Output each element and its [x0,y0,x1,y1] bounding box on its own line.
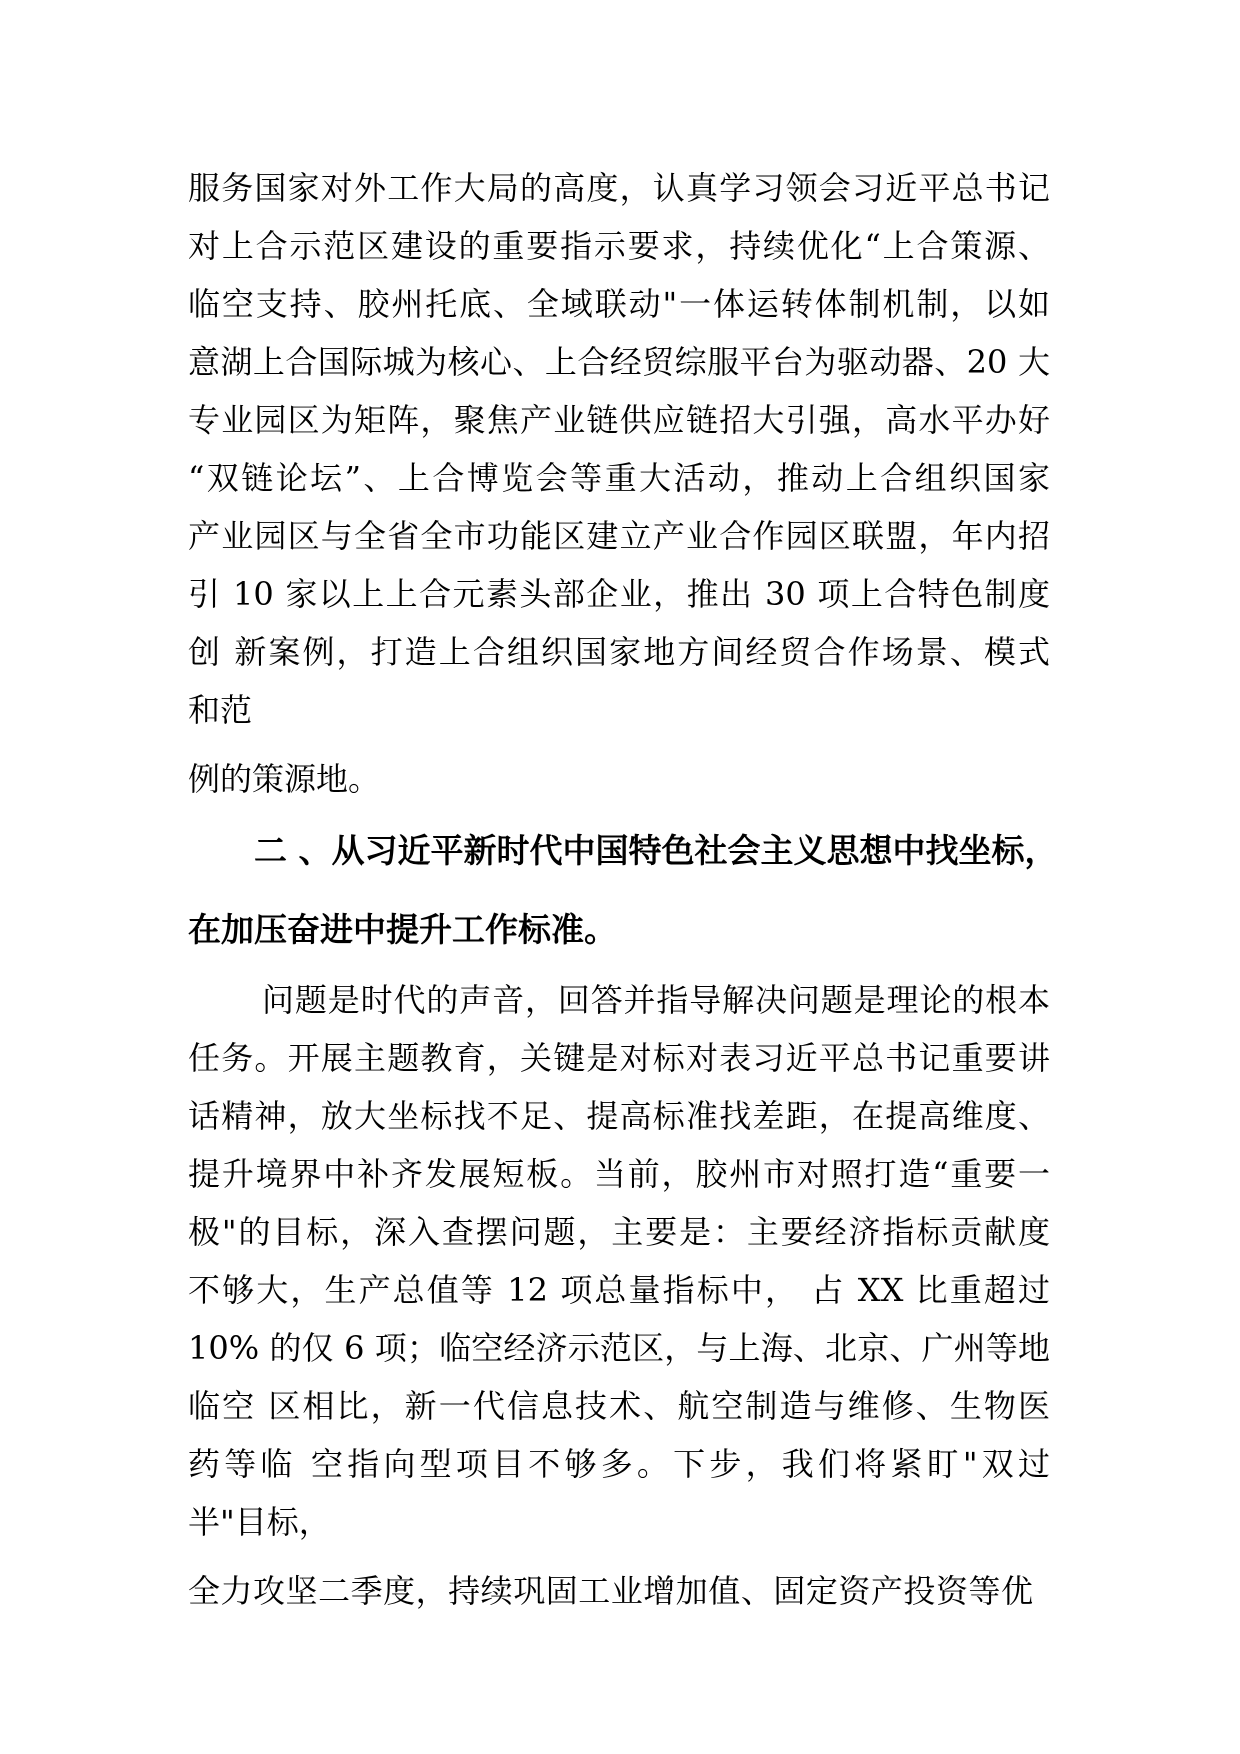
section-heading: 二 、从习近平新时代中国特色社会主义思想中找坐标， [254,831,1058,870]
paragraph-line: 任务。开展主题教育，关键是对标对表习近平总书记重要讲 [188,1039,1050,1077]
paragraph-line: 半"目标， [188,1503,331,1541]
paragraph-line: 药等临 空指向型项目不够多。下步，我们将紧盯"双过 [188,1445,1050,1483]
paragraph-line: 和范 [188,691,253,729]
paragraph-line: 不够大，生产总值等 12 项总量指标中， 占 XX 比重超过 [188,1271,1050,1309]
paragraph-line: 提升境界中补齐发展短板。当前，胶州市对照打造“重要一 [188,1155,1050,1193]
paragraph-line: 全力攻坚二季度，持续巩固工业增加值、固定资产投资等优 [188,1572,1033,1610]
paragraph-line: 创 新案例，打造上合组织国家地方间经贸合作场景、模式 [188,633,1050,671]
paragraph-line: 产业园区与全省全市功能区建立产业合作园区联盟，年内招 [188,517,1050,555]
paragraph-first-line: 问题是时代的声音，回答并指导解决问题是理论的根本 [262,981,1050,1019]
section-heading-continuation: 在加压奋进中提升工作标准。 [188,910,617,949]
paragraph-line: 引 10 家以上上合元素头部企业，推出 30 项上合特色制度 [188,575,1050,613]
paragraph-line: 话精神，放大坐标找不足、提高标准找差距，在提高维度、 [188,1097,1050,1135]
paragraph-line: 极"的目标，深入查摆问题，主要是：主要经济指标贡献度 [188,1213,1050,1251]
paragraph-line: 意湖上合国际城为核心、上合经贸综服平台为驱动器、20 大 [188,343,1050,381]
paragraph-line: 专业园区为矩阵，聚焦产业链供应链招大引强，高水平办好 [188,401,1050,439]
paragraph-line: 临空 区相比，新一代信息技术、航空制造与维修、生物医 [188,1387,1050,1425]
paragraph-line: 临空支持、胶州托底、全域联动"一体运转体制机制，以如 [188,285,1050,323]
paragraph-line: 服务国家对外工作大局的高度，认真学习领会习近平总书记 [188,169,1050,207]
paragraph-line: 对上合示范区建设的重要指示要求，持续优化“上合策源、 [188,227,1050,265]
paragraph-line: 10% 的仅 6 项；临空经济示范区，与上海、北京、广州等地 [188,1329,1050,1367]
paragraph-line: “双链论坛”、上合博览会等重大活动，推动上合组织国家 [188,459,1050,497]
paragraph-line: 例的策源地。 [188,760,381,798]
